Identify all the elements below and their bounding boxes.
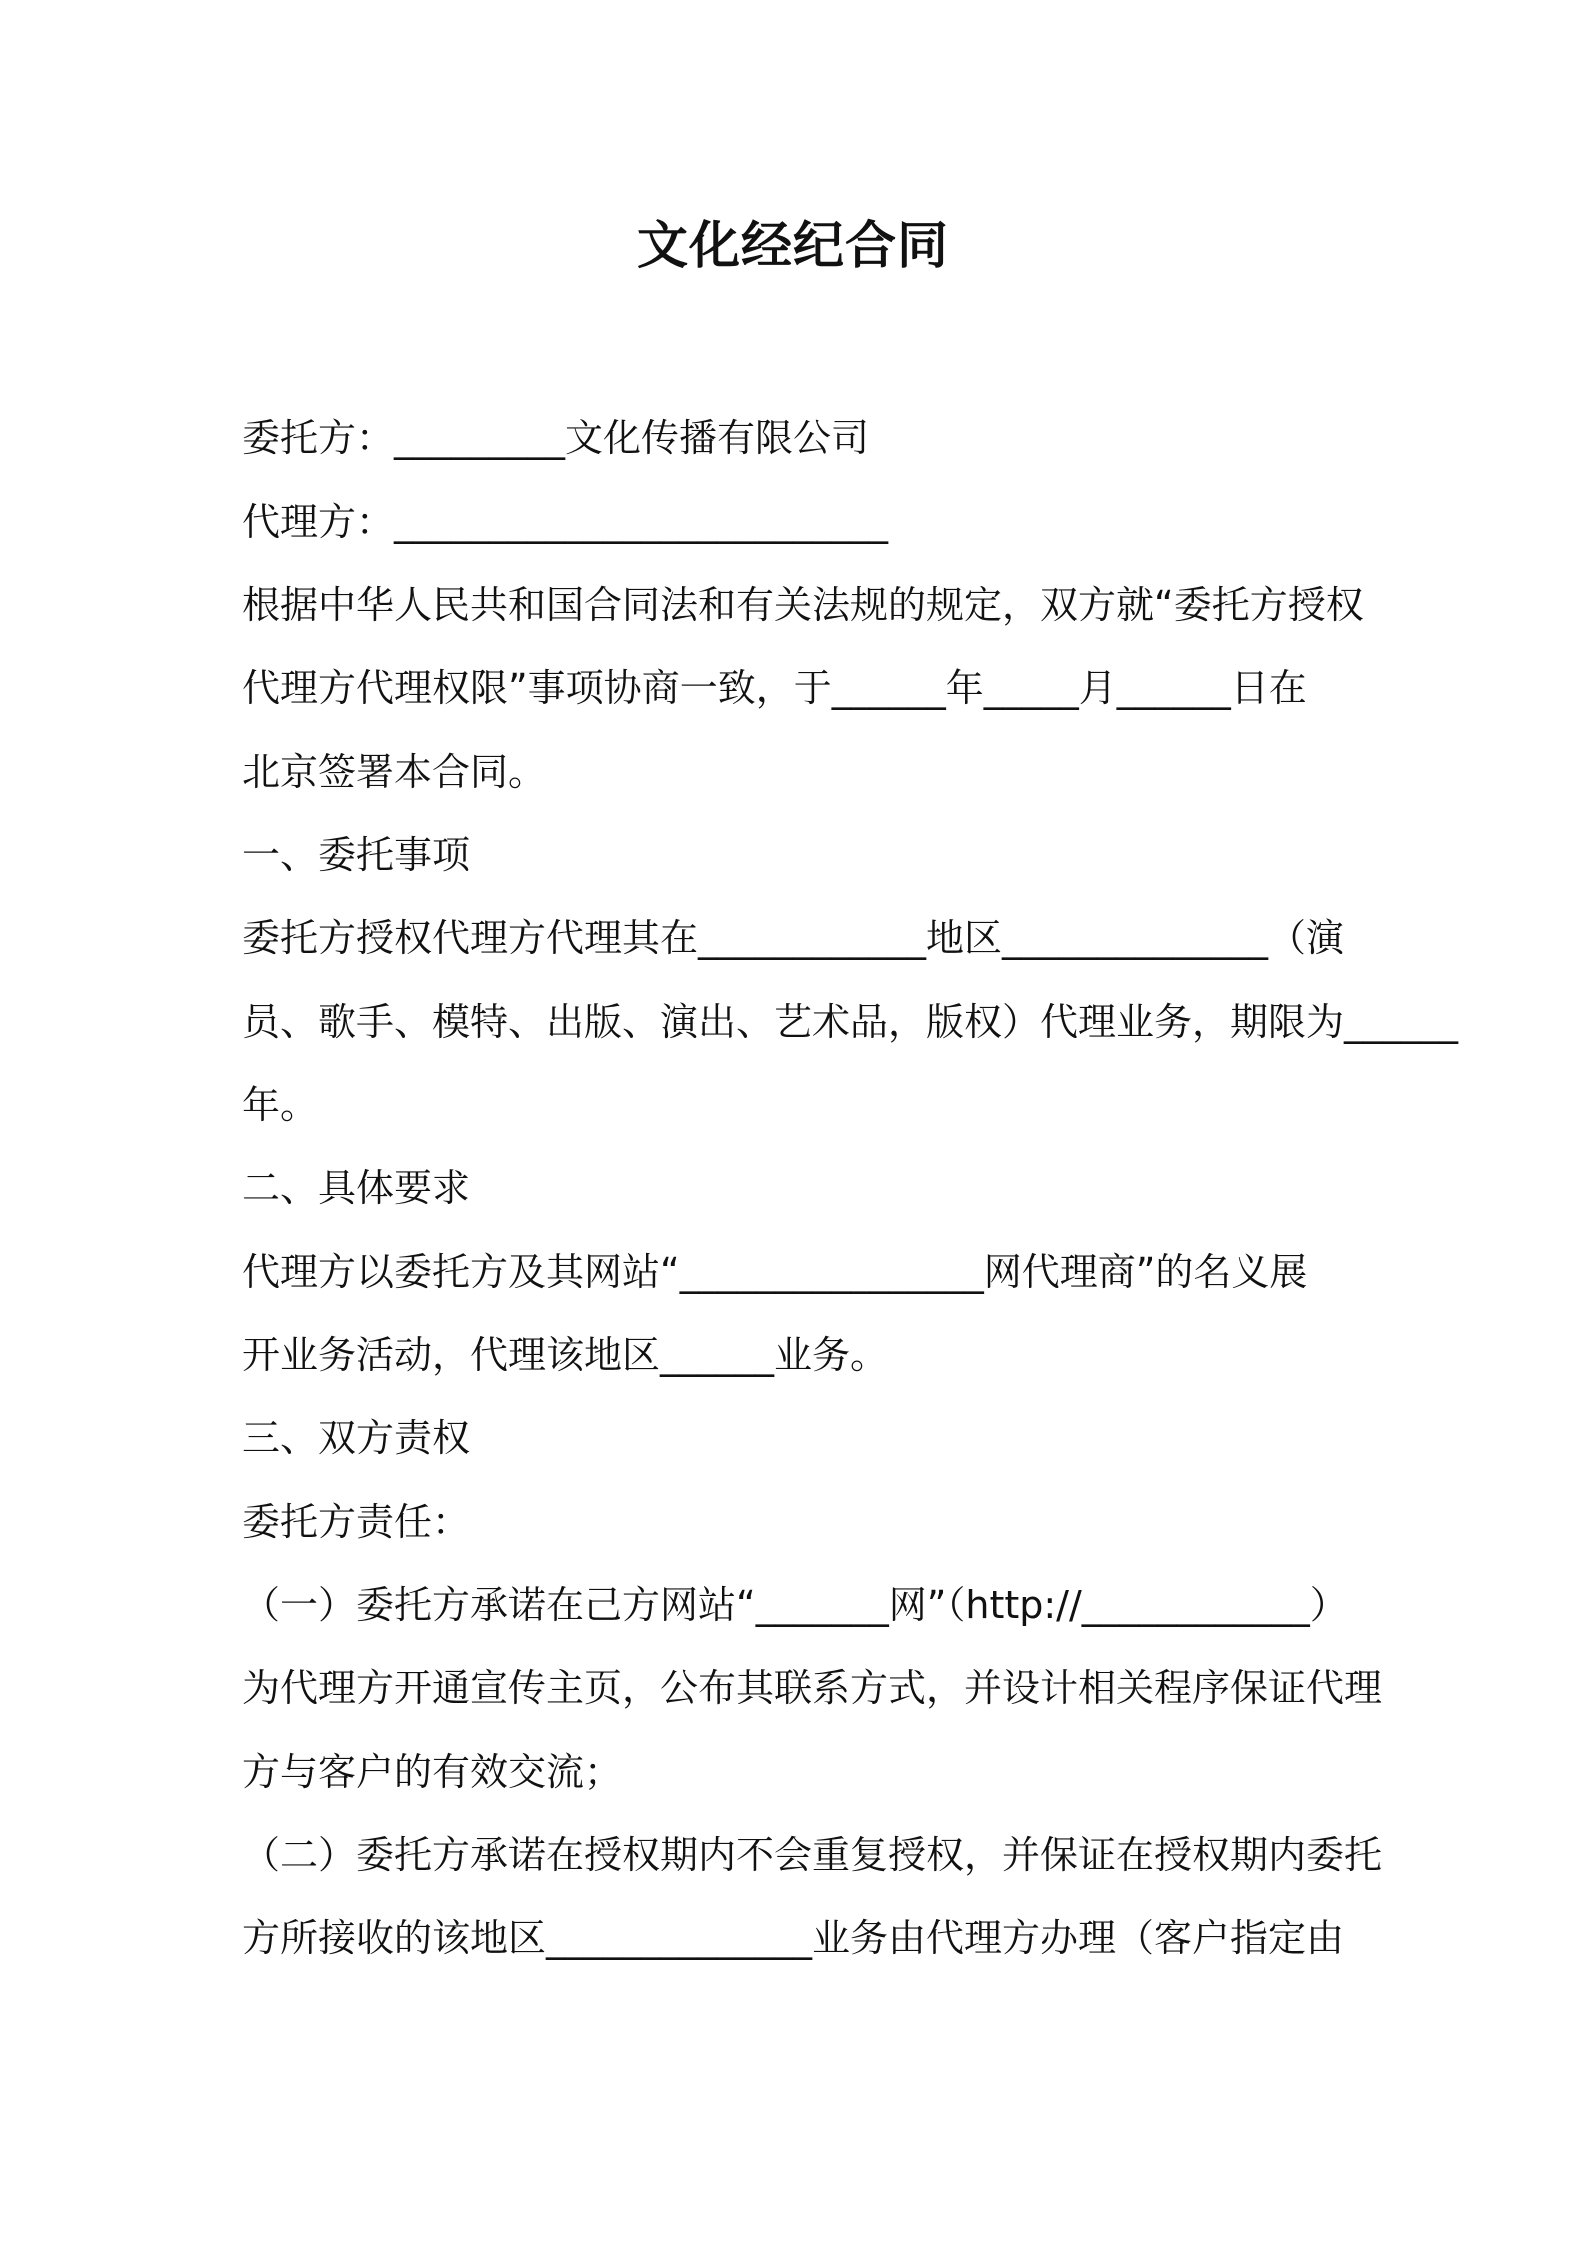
text-line: 方与客户的有效交流； — [242, 1750, 623, 1794]
text-line: 年。 — [242, 1083, 319, 1127]
section-heading: 一、委托事项 — [242, 833, 471, 877]
text-line: （一）委托方承诺在己方网站“_______网”（http://____________） — [242, 1583, 1348, 1627]
text-line: 员、歌手、模特、出版、演出、艺术品，版权）代理业务，期限为______ — [242, 1000, 1459, 1044]
page-title: 文化经纪合同 — [636, 217, 949, 276]
text-line: 委托方授权代理方代理其在____________地区______________（演 — [242, 916, 1345, 960]
text-line: （二）委托方承诺在授权期内不会重复授权，并保证在授权期内委托 — [242, 1833, 1383, 1877]
section-heading: 二、具体要求 — [242, 1166, 471, 1210]
text-line: 委托方：_________文化传播有限公司 — [242, 416, 870, 460]
text-line: 代理方：__________________________ — [242, 500, 889, 544]
text-line: 根据中华人民共和国合同法和有关法规的规定，双方就“委托方授权 — [242, 583, 1364, 627]
text-line: 代理方以委托方及其网站“________________网代理商”的名义展 — [242, 1250, 1308, 1294]
text-line: 代理方代理权限”事项协商一致，于______年_____月______日在 — [242, 666, 1307, 710]
section-heading: 三、双方责权 — [242, 1416, 471, 1460]
text-line: 委托方责任： — [242, 1500, 471, 1544]
text-line: 方所接收的该地区______________业务由代理方办理（客户指定由 — [242, 1916, 1345, 1960]
text-line: 北京签署本合同。 — [242, 750, 547, 794]
text-line: 为代理方开通宣传主页，公布其联系方式，并设计相关程序保证代理 — [242, 1666, 1383, 1710]
text-line: 开业务活动，代理该地区______业务。 — [242, 1333, 889, 1377]
